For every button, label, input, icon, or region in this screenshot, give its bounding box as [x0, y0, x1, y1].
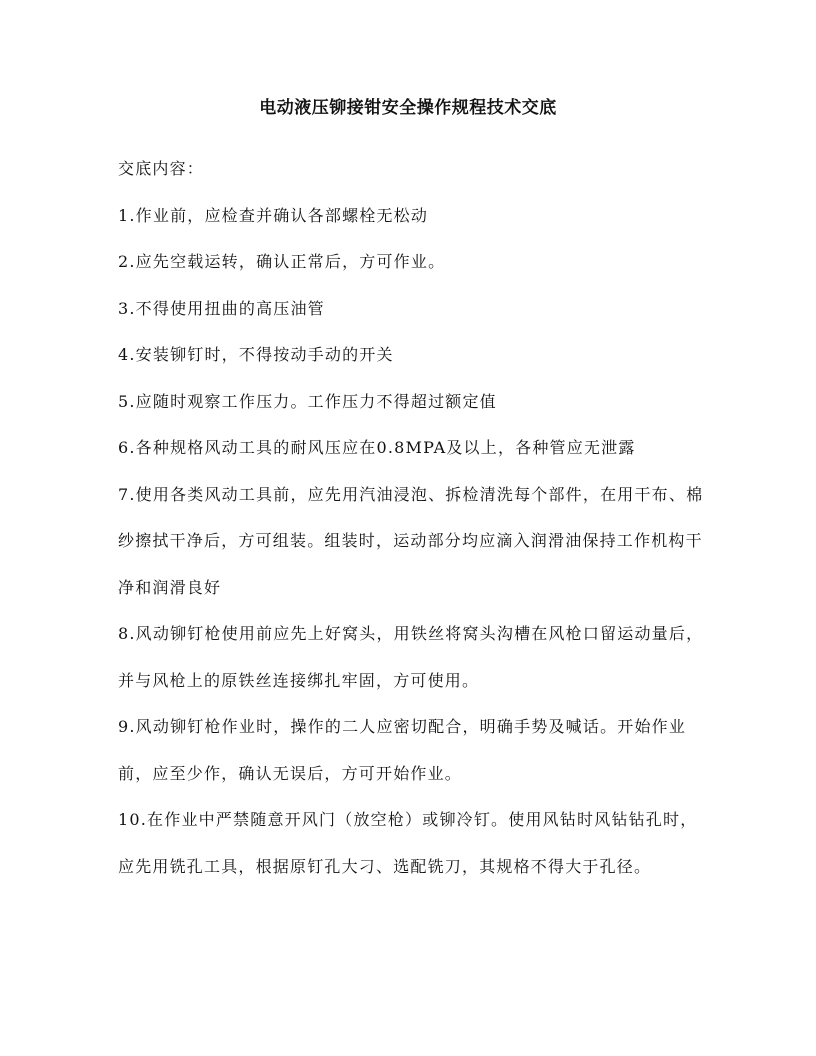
list-item-3: 3.不得使用扭曲的高压油管 — [118, 298, 325, 318]
list-item-2: 2.应先空载运转，确认正常后，方可作业。 — [118, 252, 446, 271]
document-title: 电动液压铆接钳安全操作规程技术交底 — [259, 98, 557, 118]
list-item-9: 9.风动铆钉枪作业时，操作的二人应密切配合，明确手势及喊话。开始作业前，应至少作，确认无误后，方可开始作业。 — [118, 717, 687, 783]
list-item-5: 5.应随时观察工作压力。工作压力不得超过额定值 — [118, 391, 497, 411]
list-item-1: 1.作业前，应检查并确认各部螺栓无松动 — [118, 205, 429, 225]
list-item-10: 10.在作业中严禁随意开风门（放空枪）或铆冷钉。使用风钻时风钻钻孔时，应先用铣孔工具，根据原钉孔大刁、选配铣刀，其规格不得大于孔径。 — [118, 810, 698, 876]
list-item-4: 4.安装铆钉时，不得按动手动的开关 — [118, 345, 394, 364]
list-item-8: 8.风动铆钉枪使用前应先上好窝头，用铁丝将窝头沟槽在风枪口留运动量后，并与风枪上的原铁丝连接绑扎牢固，方可使用。 — [118, 624, 704, 690]
list-item-7: 7.使用各类风动工具前，应先用汽油浸泡、拆检清洗每个部件，在用干布、棉纱擦拭干净后，方可组装。组装时，运动部分均应滴入润滑油保持工作机构干净和润滑良好 — [118, 484, 704, 597]
intro-label: 交底内容： — [118, 159, 205, 178]
list-item-6: 6.各种规格风动工具的耐风压应在0.8MPA及以上，各种管应无泄露 — [118, 438, 636, 457]
document-body — [118, 146, 708, 890]
